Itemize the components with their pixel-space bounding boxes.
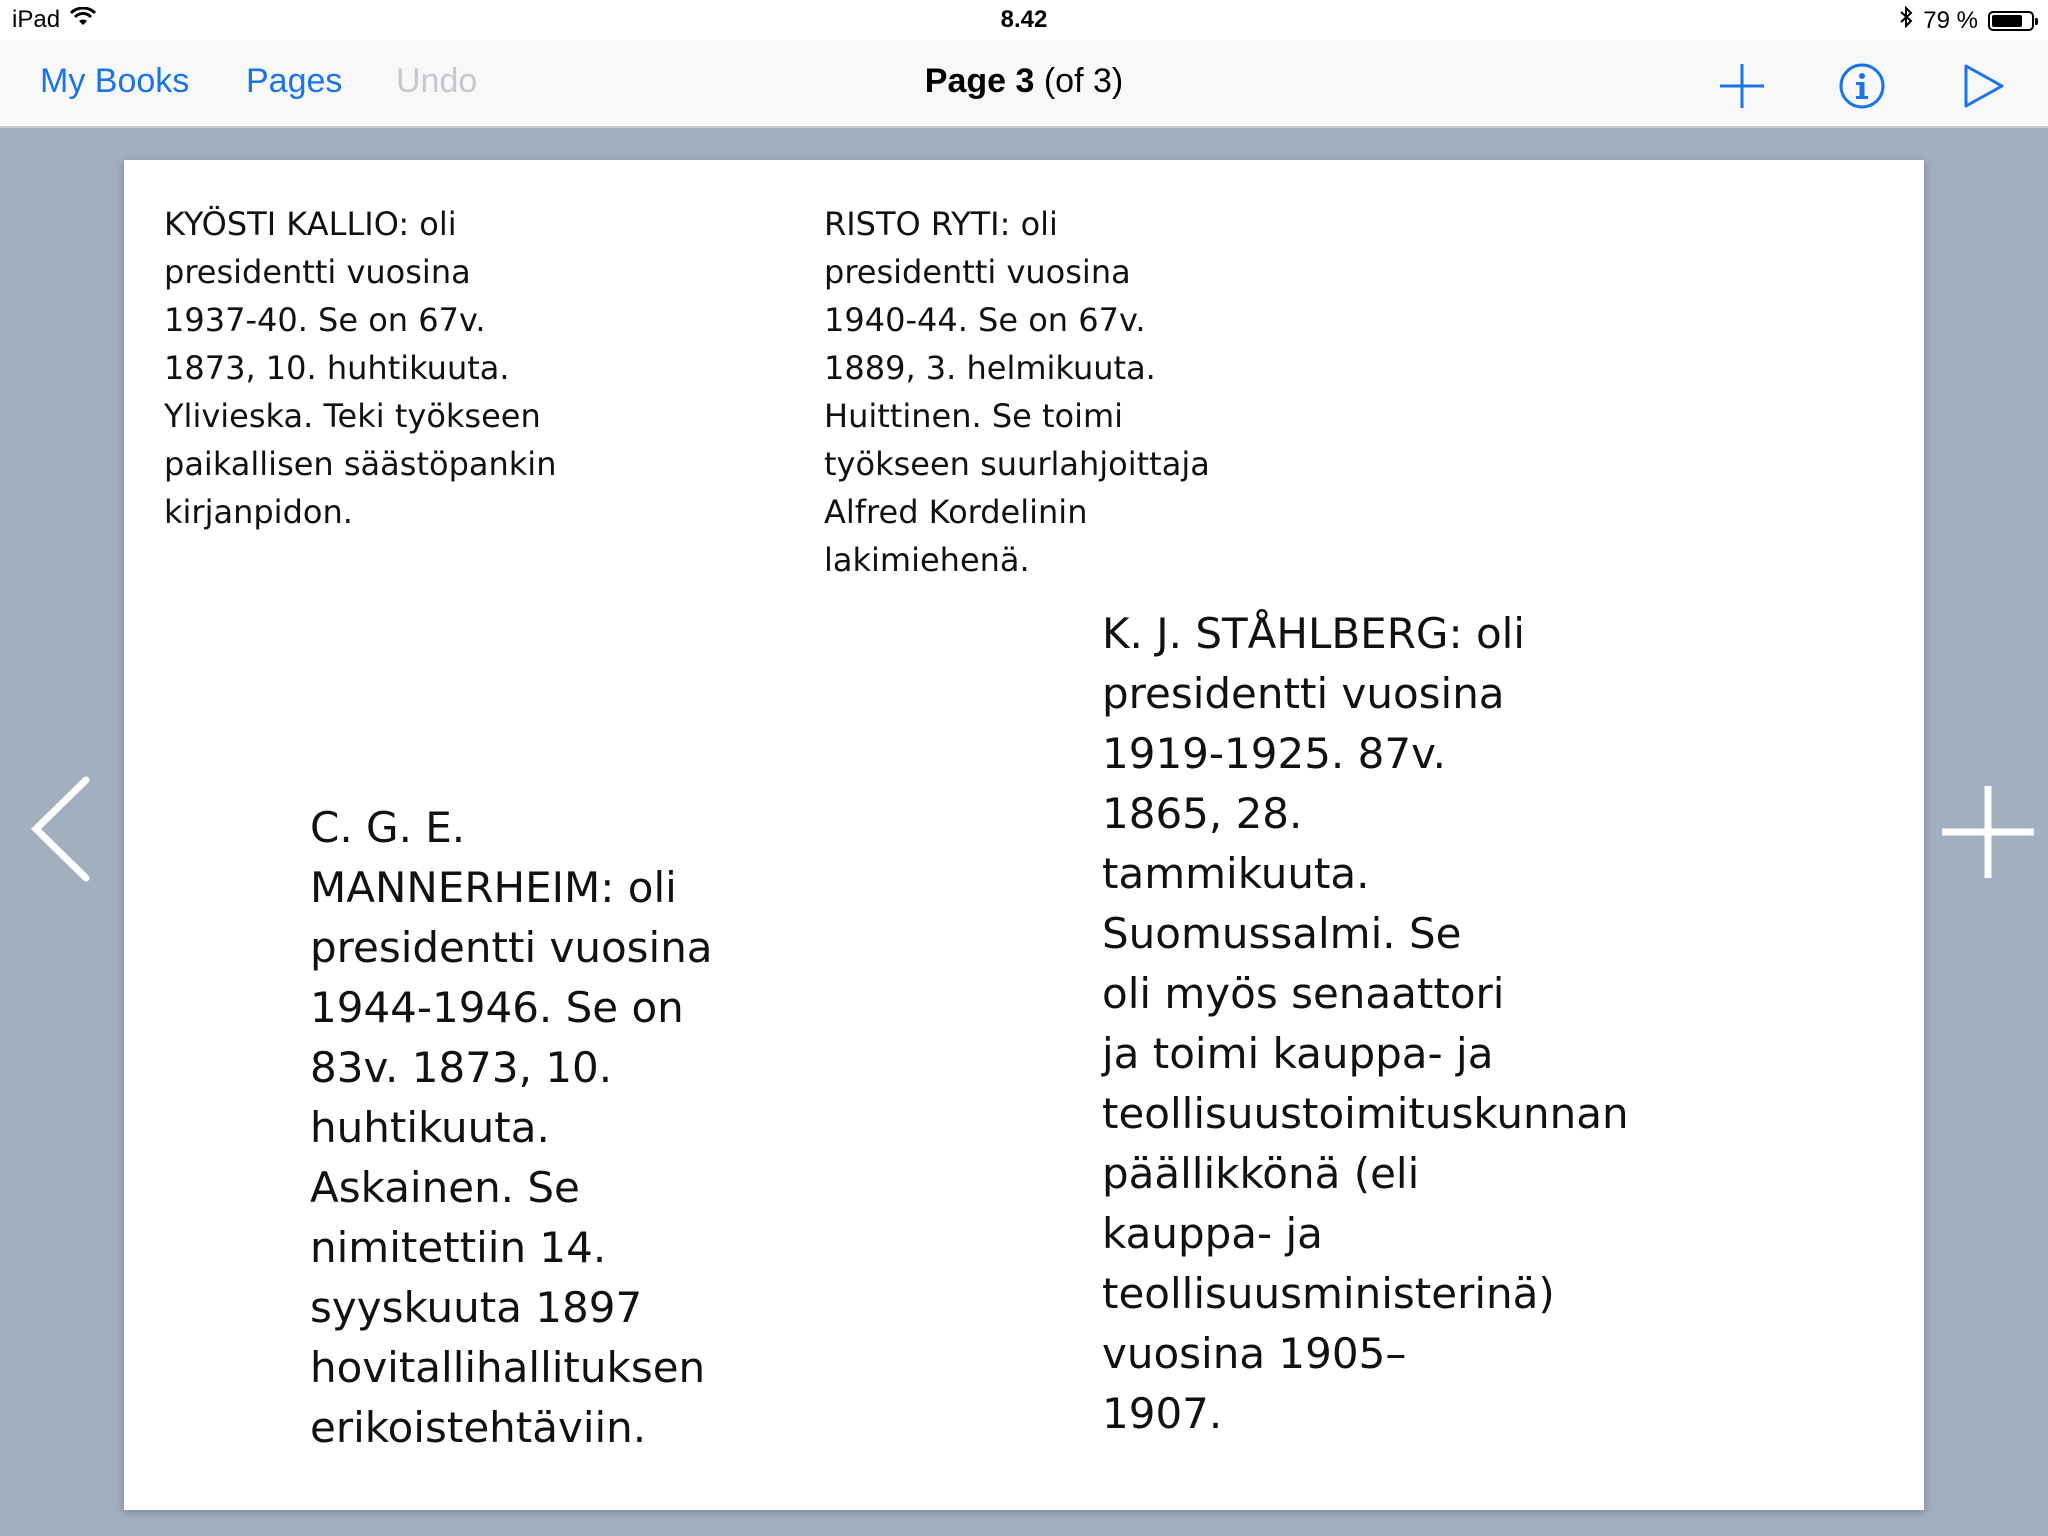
play-icon[interactable] (1958, 60, 2010, 112)
my-books-button[interactable]: My Books (40, 62, 190, 100)
battery-icon (1988, 11, 2034, 31)
add-page-icon[interactable] (1940, 784, 2036, 885)
undo-button[interactable]: Undo (396, 62, 478, 100)
book-page (124, 160, 1924, 1510)
page-title-count: (of 3) (1034, 62, 1124, 100)
device-label: iPad (12, 6, 61, 33)
battery-fill (1992, 15, 2022, 27)
status-bar (0, 0, 2048, 40)
bluetooth-icon (1899, 6, 1913, 35)
info-icon[interactable] (1836, 60, 1888, 112)
text-box-mannerheim[interactable]: C. G. E. MANNERHEIM: oli presidentti vuosina 1944-1946. Se on 83v. 1873, 10. huhtikuuta. Askainen. Se nimitettiin 14. syyskuuta 1897 hovitallihallituksen erikoistehtäviin. (310, 803, 713, 1452)
status-right (1899, 6, 2034, 35)
text-box-ryti[interactable]: RISTO RYTI: oli presidentti vuosina 1940-44. Se on 67v. 1889, 3. helmikuuta. Huittinen. Se toimi työkseen suurlahjoittaja Alfred Kordelinin lakimiehenä. (824, 205, 1210, 579)
pages-button[interactable]: Pages (246, 62, 343, 100)
status-time: 8.42 (1000, 6, 1048, 33)
nav-bar (0, 40, 2048, 128)
battery-percent: 79 % (1923, 6, 1978, 34)
text-box-stahlberg[interactable]: K. J. STÅHLBERG: oli presidentti vuosina 1919-1925. 87v. 1865, 28. tammikuuta. Suomussalmi. Se oli myös senaattori ja toimi kauppa- ja teollisuustoimituskunnan päällikkönä (eli kauppa- ja teollisuusministerinä) vuosina 1905– 1907. (1102, 609, 1629, 1438)
chevron-left-icon[interactable] (26, 774, 96, 889)
page-title-number: Page 3 (924, 62, 1035, 100)
text-box-kallio[interactable]: KYÖSTI KALLIO: oli presidentti vuosina 1937-40. Se on 67v. 1873, 10. huhtikuuta. Ylivieska. Teki työkseen paikallisen säästöpankin kirjanpidon. (164, 205, 557, 531)
plus-icon[interactable] (1716, 60, 1768, 112)
